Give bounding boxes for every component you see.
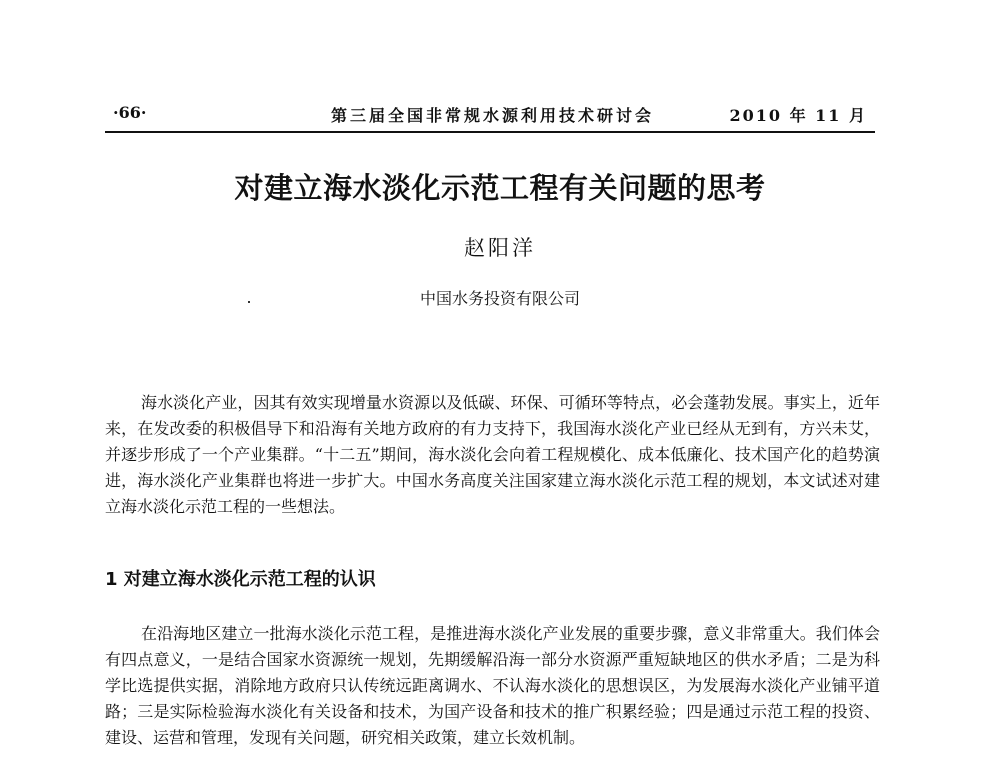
paper-title: 对建立海水淡化示范工程有关问题的思考 — [234, 171, 766, 205]
author-affiliation: 中国水务投资有限公司 — [419, 289, 580, 308]
issue-date: 2010 年 11 月 — [729, 106, 867, 125]
running-header — [105, 103, 875, 133]
section-heading-1: 1 对建立海水淡化示范工程的认识 — [105, 568, 376, 590]
scan-artifact-dot — [248, 301, 250, 303]
conference-name: 第三届全国非常规水源利用技术研讨会 — [331, 106, 655, 125]
abstract-paragraph: 海水淡化产业，因其有效实现增量水资源以及低碳、环保、可循环等特点，必会蓬勃发展。事实上，近年来，在发改委的积极倡导下和沿海有关地方政府的有力支持下，我国海水淡化产业已经从无到有，方兴未艾，并逐步形成了一个产业集群。“十二五”期间，海水淡化会向着工程规模化、成本低廉化、技术国产化的趋势演进，海水淡化产业集群也将进一步扩大。中国水务高度关注国家建立海水淡化示范工程的规划，本文试述对建立海水淡化示范工程的一些想法。 — [105, 393, 880, 516]
section-1-paragraph: 在沿海地区建立一批海水淡化示范工程，是推进海水淡化产业发展的重要步骤，意义非常重大。我们体会有四点意义，一是结合国家水资源统一规划，先期缓解沿海一部分水资源严重短缺地区的供水矛盾；二是为科学比选提供实据，消除地方政府只认传统远距离调水、不认海水淡化的思想误区，为发展海水淡化产业铺平道路；三是实际检验海水淡化有关设备和技术，为国产设备和技术的推广积累经验；四是通过示范工程的投资、建设、运营和管理，发现有关问题，研究相关政策，建立长效机制。 — [105, 624, 880, 747]
page-number: ·66· — [113, 103, 147, 122]
author-name: 赵阳洋 — [464, 236, 536, 260]
